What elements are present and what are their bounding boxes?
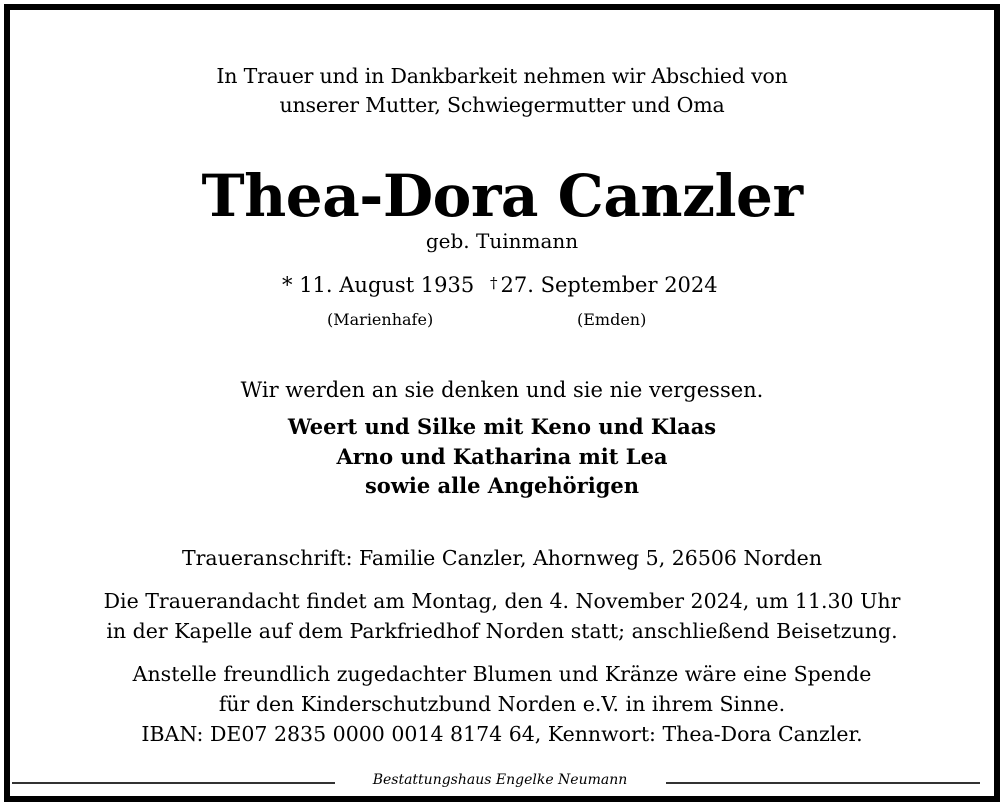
donation-line: IBAN: DE07 2835 0000 0014 8174 64, Kennwort: Thea-Dora Canzler. [141, 722, 863, 746]
mourners-line: Weert und Silke mit Keno und Klaas [287, 414, 717, 439]
mourners-line: Arno und Katharina mit Lea [336, 443, 668, 469]
funeral-home-credit: Bestattungshaus Engelke Neumann [372, 772, 628, 788]
ceremony-line: Die Trauerandacht findet am Montag, den 4. November 2024, um 11.30 Uhr [103, 589, 901, 613]
birth-date [282, 269, 474, 301]
farewell-text: Wir werden an sie denken und sie nie vergessen. [240, 378, 764, 402]
birth-place: (Marienhafe) [327, 310, 434, 329]
footer-divider-right [666, 782, 980, 784]
mourners-list [10, 412, 994, 501]
mourning-address: Traueranschrift: Familie Canzler, Ahornweg 5, 26506 Norden [181, 546, 823, 570]
death-date-text: 27. September 2024 [500, 273, 718, 297]
deceased-name: Thea-Dora Canzler [201, 162, 803, 230]
intro-line: unserer Mutter, Schwiegermutter und Oma [279, 93, 725, 117]
maiden-name: geb. Tuinmann [425, 229, 579, 253]
ceremony-line: in der Kapelle auf dem Parkfriedhof Norden statt; anschließend Beisetzung. [106, 619, 898, 643]
donation-line: für den Kinderschutzbund Norden e.V. in ihrem Sinne. [218, 692, 786, 716]
ceremony-info [10, 586, 994, 646]
birth-symbol: * [282, 273, 293, 297]
death-place: (Emden) [577, 310, 647, 329]
life-dates [10, 269, 994, 301]
life-places [10, 308, 994, 332]
intro-line: In Trauer und in Dankbarkeit nehmen wir Abschied von [216, 64, 788, 88]
obituary-frame [4, 4, 1000, 802]
donation-line: Anstelle freundlich zugedachter Blumen und Kränze wäre eine Spende [132, 662, 872, 686]
birth-date-text: 11. August 1935 [299, 273, 475, 297]
footer-divider-left [12, 782, 335, 784]
donation-info [10, 659, 994, 749]
intro-text [10, 62, 994, 120]
cross-icon: † [490, 274, 498, 292]
mourners-line: sowie alle Angehörigen [364, 473, 640, 498]
death-date [490, 269, 718, 303]
